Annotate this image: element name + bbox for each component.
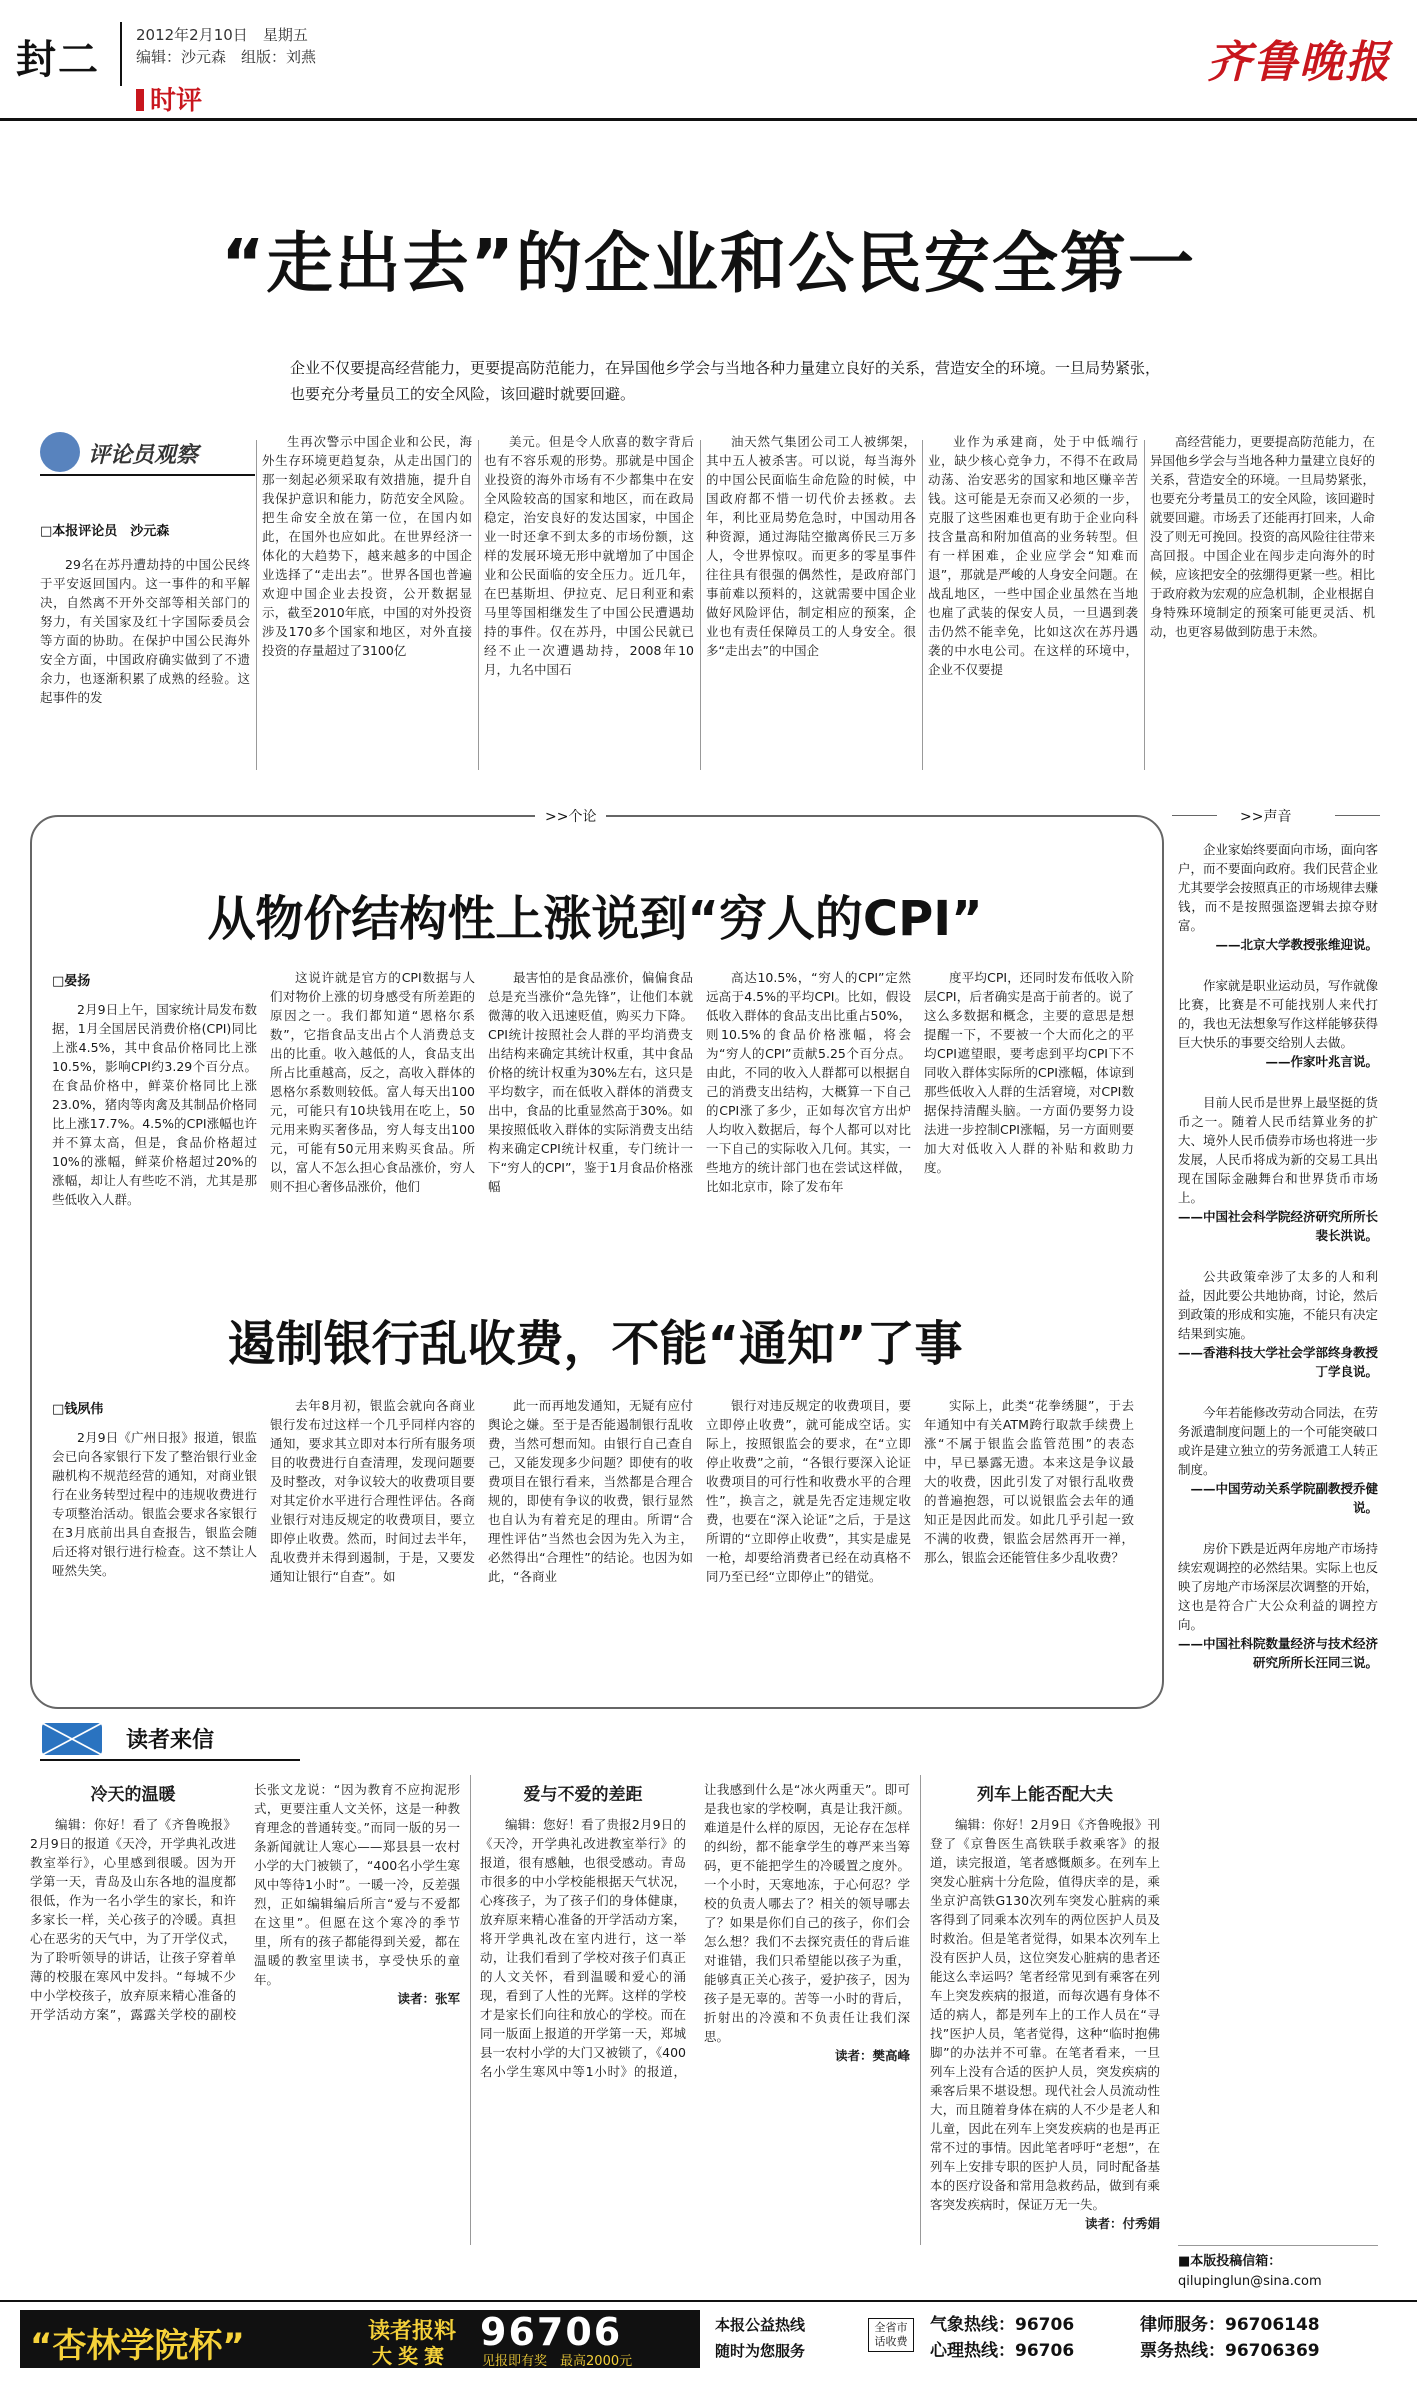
letter-title: 列车上能否配大夫	[977, 1785, 1113, 1805]
bank-column-2: 去年8月初，银监会就向各商业银行发布过这样一个几乎同样内容的通知，要求其立即对本行所有服务项目的收费进行自查清理，发现问题要及时整改，对争议较大的收费项目要对其定价水平进行合理性评估。各商业银行对违反规定的收费项目，要立即停止收费。然而，时间过去半年，乱收费并未得到遏制，于是，又要发通知让银行“自查”。如	[270, 1398, 475, 1584]
editors-credit: 编辑：沙元森 组版：刘燕	[136, 48, 317, 66]
voices-section-tag: >>声音	[1230, 806, 1301, 826]
letter-title: 冷天的温暖	[90, 1785, 176, 1805]
submission-mailbox: ■本版投稿信箱： qilupinglun@sina.com	[1178, 2245, 1378, 2292]
banner-number: 96706	[480, 2310, 623, 2354]
hotline-note: 全省市话收费	[868, 2318, 914, 2352]
lead-column-5: 业作为承建商，处于中低端行业，缺少核心竞争力，不得不在政局动荡、治安恶劣的国家和地区赚辛苦钱。这可能是无奈而又必须的一步，克服了这些困难也更有助于企业向科技含量高和附加值高的业务转型。但有一样困难，企业应学会“知难而退”，那就是严峻的人身安全问题。在战乱地区，一些中国企业虽然在当地也雇了武装的保安人员，一旦遇到袭击仍然不能幸免，比如这次在苏丹遇袭的中水电公司。在这样的环境中，企业不仅要提	[928, 434, 1138, 677]
issue-date: 2012年2月10日 星期五	[136, 26, 308, 44]
letter-title: 爱与不爱的差距	[523, 1785, 643, 1805]
weather-hotline[interactable]: 气象热线：96706	[930, 2315, 1075, 2335]
banner-subtitle-top: 读者报料	[368, 2319, 457, 2344]
lead-summary: 企业不仅要提高经营能力，更要提高防范能力，在异国他乡学会与当地各种力量建立良好的关系，营造安全的环境。一旦局势紧张，也要充分考量员工的安全风险，该回避时就要回避。	[290, 359, 1161, 403]
cpi-column-1: 2月9日上午，国家统计局发布数据，1月全国居民消费价格(CPI)同比上涨4.5%，其中食品价格同比上涨10.5%，影响CPI约3.29个百分点。在食品价格中，鲜菜价格同比上涨23.0%，猪肉等肉禽及其制品价格同比上涨17.7%。4.5%的CPI涨幅也许并不算太高，但是，食品价格超过10%的涨幅，鲜菜价格超过20%的涨幅，却让人有些吃不消，尤其是那些低收入人群。	[52, 1002, 257, 1207]
lead-headline: “走出去”的企业和公民安全第一	[221, 225, 1196, 302]
cpi-column-3: 最害怕的是食品涨价，偏偏食品总是充当涨价“急先锋”，让他们本就微薄的收入迅速贬值，购买力下降。CPI统计按照社会人群的平均消费支出结构来确定其统计权重，其中食品价格的统计权重为30%左右，这只是平均数字，而在低收入群体的消费支出中，食品的比重显然高于30%。如果按照低收入群体的实际消费支出结构来确定CPI统计权重，专门统计一下“穷人的CPI”，鉴于1月食品价格涨幅	[488, 970, 693, 1194]
cpi-column-4: 高达10.5%，“穷人的CPI”定然远高于4.5%的平均CPI。比如，假设低收入群体的食品支出比重占50%，则10.5%的食品价格涨幅，将会为“穷人的CPI”贡献5.25个百分点。由此，不同的收入人群都可以根据自己的消费支出结构，大概算一下自己的CPI涨了多少，正如每次官方出炉人均收入数据后，每个人都可以对比一下自己的实际收入几何。其实，一些地方的统计部门也在尝试这样做，比如北京市，除了发布年	[706, 970, 911, 1194]
psych-hotline[interactable]: 心理热线：96706	[930, 2341, 1075, 2361]
masthead	[0, 0, 1417, 118]
envelope-icon	[42, 1723, 102, 1755]
lead-column-3: 美元。但是令人欣喜的数字背后也有不容乐观的形势。那就是中国企业投资的海外市场有不少都集中在安全风险较高的国家和地区，而在政局稳定，治安良好的发达国家，中国企业一时还拿不到太多的市场份额，这样的发展环境无形中就增加了中国企业和公民面临的安全压力。近几年，在巴基斯坦、伊拉克、尼日利亚和索马里等国相继发生了中国公民遭遇劫持的事件。仅在苏丹，中国公民就已经不止一次遭遇劫持，2008年10月，九名中国石	[484, 434, 694, 677]
bank-headline: 遏制银行乱收费，不能“通知”了事	[227, 1316, 963, 1372]
service-lines	[930, 2312, 1410, 2364]
voice-item: 作家就是职业运动员，写作就像比赛，比赛是不可能找别人来代打的，我也无法想象写作这样能够获得巨大快乐的事要交给别人去做。 ——作家叶兆言说。	[1178, 978, 1378, 1069]
ticket-hotline[interactable]: 票务热线：96706369	[1140, 2341, 1320, 2361]
cpi-column-5: 度平均CPI，还同时发布低收入阶层CPI，后者确实是高于前者的。说了这么多数据和概念，主要的意思是想提醒一下，不要被一个大而化之的平均CPI遮望眼，要考虑到平均CPI下不同收入群体实际所的CPI涨幅，体谅到那些低收入人群的生活窘境，对CPI数据保持清醒头脑。一方面仍要努力设法进一步控制CPI涨幅，另一方面则要加大对低收入人群的补贴和救助力度。	[924, 970, 1134, 1175]
bank-column-5: 实际上，此类“花拳绣腿”，于去年通知中有关ATM跨行取款手续费上涨“不属于银监会监管范围”的表态中，早已暴露无遗。本来这是争议最大的收费，因此引发了对银行乱收费的普遍抱怨，可以说银监会去年的通知正是因此而发。如此几乎引起一致不满的收费，银监会居然再开一禅，那么，银监会还能管住多少乱收费？	[924, 1398, 1134, 1565]
voices-sidebar	[1178, 840, 1378, 2235]
banner-subtitle-bottom: 大奖赛	[372, 2344, 450, 2368]
cpi-column-2: 这说许就是官方的CPI数据与人们对物价上涨的切身感受有所差距的原因之一。我们都知道“恩格尔系数”，它指食品支出占个人消费总支出的比重。收入越低的人，食品支出所占比重越高，反之，高收入群体的恩格尔系数则较低。富人每天出100元，可能只有10块钱用在吃上，50元用来购买奢侈品，穷人每支出100元，可能有50元用来购买食品。所以，富人不怎么担心食品涨价，穷人则不担心奢侈品涨价，他们	[270, 970, 475, 1194]
voice-item: 企业家始终要面向市场，面向客户，而不要面向政府。我们民营企业尤其要学会按照真正的市场规律去赚钱，而不是按照强盗逻辑去掠夺财富。 ——北京大学教授张维迎说。	[1178, 842, 1378, 952]
banner-title: “杏林学院杯”	[30, 2326, 245, 2366]
voice-item: 房价下跌是近两年房地产市场持续宏观调控的必然结果。实际上也反映了房地产市场深层次调整的开始，这也是符合广大公众利益的调控方向。 ——中国社科院数量经济与技术经济研究所所长汪同三说。	[1178, 1541, 1378, 1670]
opinion-section-tag: >>个论	[535, 806, 606, 826]
section-label: 时评	[136, 80, 202, 117]
lead-column-2: 生再次警示中国企业和公民，海外生存环境更趋复杂，从走出国门的那一刻起必须采取有效措施，提升自我保护意识和能力，防范安全风险。把生命安全放在第一位，在国内如此，在国外也应如此。在世界经济一体化的大趋势下，越来越多的中国企业选择了“走出去”。世界各国也普遍欢迎中国企业去投资，公开数据显示，截至2010年底，中国的对外投资涉及170多个国家和地区，对外直接投资的存量超过了3100亿	[262, 434, 472, 658]
footer-banner: “杏林学院杯” 读者报料 大奖赛 96706 见报即有奖 最高2000元	[20, 2310, 700, 2368]
hotline-box: 本报公益热线 随时为您服务	[715, 2316, 806, 2360]
bank-column-1: 2月9日《广州日报》报道，银监会已向各家银行下发了整治银行业金融机构不规范经营的通知，对商业银行在业务转型过程中的违规收费进行专项整治活动。银监会要求各家银行在3月底前出具自查报告，银监会随后还将对银行进行检查。这不禁让人哑然失笑。	[52, 1430, 257, 1578]
bank-column-3: 此一而再地发通知，无疑有应付舆论之嫌。至于是否能遏制银行乱收费，当然可想而知。由银行自己查自己，又能发现多少问题？即使有的收费项目在银行看来，当然都是合理合规的，即使有争议的收费，银行显然也自认为有着充足的理由。所谓“合理性评估”当然也会因为先入为主，必然得出“合理性”的结论。也因为如此，“各商业	[488, 1398, 693, 1584]
letter-3: 列车上能否配大夫 编辑：你好！2月9日《齐鲁晚报》刊登了《京鲁医生高铁联手救乘客》的报道，读完报道，笔者感慨颇多。在列车上突发心脏病十分危险，值得庆幸的是，乘坐京沪高铁G130次列车突发心脏病的乘客得到了同乘本次列车的两位医护人员及时救治。但是笔者觉得，如果本次列车上没有医护人员，这位突发心脏病的患者还能这么幸运吗？笔者经常见到有乘客在列车上突发疾病的报道，而每次遇有身体不适的病人，都是列车上的工作人员在“寻找”医护人员，笔者觉得，这种“临时抱佛脚”的办法并不可靠。在笔者看来，一旦列车上没有合适的医护人员，突发疾病的乘客后果不堪设想。现代社会人员流动性大，而且随着身体在病的人不少是老人和儿童，因此在列车上突发疾病的也是再正常不过的事情。因此笔者呼吁“老想”，在列车上安排专职的医护人员，同时配备基本的医疗设备和常用急救药品，做到有乘客突发疾病时，保证万无一失。 读者：付秀娟	[930, 1785, 1160, 2231]
letters-header: 读者来信	[40, 1715, 300, 1761]
lead-column-4: 油天然气集团公司工人被绑架，其中五人被杀害。可以说，每当海外的中国公民面临生命危险的时候，中国政府都不惜一切代价去拯救。去年，利比亚局势危急时，中国动用各种资源，通过海陆空撤离侨民三万多人，令世界惊叹。而更多的零星事件往往具有很强的偶然性，是政府部门事前难以预料的，这就需要中国企业做好风险评估，制定相应的预案，企业也有责任保障员工的人身安全。很多“走出去”的中国企	[706, 434, 916, 658]
lead-column-6: 高经营能力，更要提高防范能力，在异国他乡学会与当地各种力量建立良好的关系，营造安全的环境。一旦局势紧张，也要充分考量员工的安全风险，该回避时就要回避。市场丢了还能再打回来，人命没了则无可挽回。投资的高风险往往带来高回报。中国企业在闯步走向海外的时候，应该把安全的弦绷得更紧一些。相比于政府救为宏观的应急机制，企业根据自身特殊环境制定的预案可能更灵活、机动，也更容易做到防患于未然。	[1150, 434, 1375, 639]
bank-column-4: 银行对违反规定的收费项目，要立即停止收费”，就可能成空话。实际上，按照银监会的要求，在“立即停止收费”之前，“各银行要深入论证收费项目的可行性和收费水平的合理性”，换言之，就是先否定违规定收费，也要在“深入论证”之后，于是这所谓的“立即停止收费”，其实是虚晃一枪，却要给消费者已经在动真格不同乃至已经“立即停止”的错觉。	[706, 1398, 911, 1584]
cpi-byline: □晏扬	[52, 974, 91, 989]
law-hotline[interactable]: 律师服务：96706148	[1140, 2315, 1320, 2335]
voice-item: 今年若能修改劳动合同法，在劳务派遣制度问题上的一个可能突破口或许是建立独立的劳务派遣工人转正制度。 ——中国劳动关系学院副教授乔健说。	[1178, 1405, 1378, 1515]
page-label: 封二	[16, 37, 100, 83]
bank-byline: □钱夙伟	[52, 1402, 104, 1417]
submission-email[interactable]: qilupinglun@sina.com	[1178, 2274, 1322, 2289]
letter-1: 冷天的温暖 编辑：你好！看了《齐鲁晚报》2月9日的报道《天冷，开学典礼改进教室举行》，心里感到很暖。因为开学第一天，青岛及山东各地的温度都很低，作为一名小学生的家长，和许多家长一样，关心孩子的冷暖。真担心在恶劣的天气中，为了开学仪式，为了聆听领导的讲话，让孩子穿着单薄的校服在寒风中发抖。“每城不少中小学校孩子，放弃原来精心准备的开学活动方案”，露露关学校的副校长张文龙说：“因为教育不应拘泥形式，更要注重人文关怀，这是一种教育理念的普通转变。”而同一版的另一条新闻就让人寒心——郑县县一农村小学的大门被锁了，“400名小学生寒风中等待1小时”。一暖一冷，反差强烈，正如编辑编后所言“爱与不爱都在这里”。但愿在这个寒冷的季节里，所有的孩子都能得到关爱，都在温暖的教室里读书，享受快乐的童年。 读者：张军	[30, 1782, 460, 2022]
voice-item: 公共政策牵涉了太多的人和利益，因此要公共地协商，讨论，然后到政策的形成和实施，不能只有决定结果到实施。 ——香港科技大学社会学部终身教授丁学良说。	[1178, 1269, 1378, 1379]
lead-column-1: 29名在苏丹遭劫持的中国公民终于平安返回国内。这一事件的和平解决，自然离不开外交部等相关部门的努力，有关国家及红十字国际委员会等方面的协助。在保护中国公民海外安全方面，中国政府确实做到了不遗余力，也逐渐积累了成熟的经验。这起事件的发	[40, 557, 250, 705]
globe-icon	[40, 432, 80, 472]
column-tag: 评论员观察	[40, 430, 255, 476]
paper-logo: 齐鲁晚报	[1207, 37, 1391, 88]
voice-item: 目前人民币是世界上最坚挺的货币之一。随着人民币结算业务的扩大、境外人民币债券市场也将进一步发展，人民币将成为新的交易工具出现在国际金融舞台和世界货币市场上。 ——中国社会科学院经济研究所所长裴长洪说。	[1178, 1095, 1378, 1243]
letter-2: 爱与不爱的差距 编辑：您好！看了贵报2月9日的《天冷，开学典礼改进教室举行》的报道，很有感触，也很受感动。青岛市很多的中小学校能根据天气状况，心疼孩子，为了孩子们的身体健康，放弃原来精心准备的开学活动方案，将开学典礼改在室内进行，这一举动，让我们看到了学校对孩子们真正的人文关怀，看到温暖和爱心的涌现，看到了人性的光辉。这样的学校才是家长们向往和放心的学校。而在同一版面上报道的开学第一天，郑城县一农村小学的大门又被锁了，《400名小学生寒风中等1小时》的报道，让我感到什么是“冰火两重天”。即可是我也家的学校啊，真是让我汗颜。难道是什么样的原因，无论存在怎样的纠纷，都不能拿学生的尊严来当筹码，更不能把学生的冷暖置之度外。一个小时，天寒地冻，于心何忍？学校的负责人哪去了？相关的领导哪去了？如果是你们自己的孩子，你们会怎么想？我们不去探究责任的背后谁对谁错，我们只希望能以孩子为重，能够真正关心孩子，爱护孩子，因为孩子是无辜的。苦等一小时的背后，折射出的冷漠和不负责任让我们深思。 读者：樊高峰	[480, 1782, 910, 2079]
cpi-headline: 从物价结构性上涨说到“穷人的CPI”	[207, 891, 983, 947]
lead-byline: □本报评论员 沙元森	[40, 524, 170, 539]
